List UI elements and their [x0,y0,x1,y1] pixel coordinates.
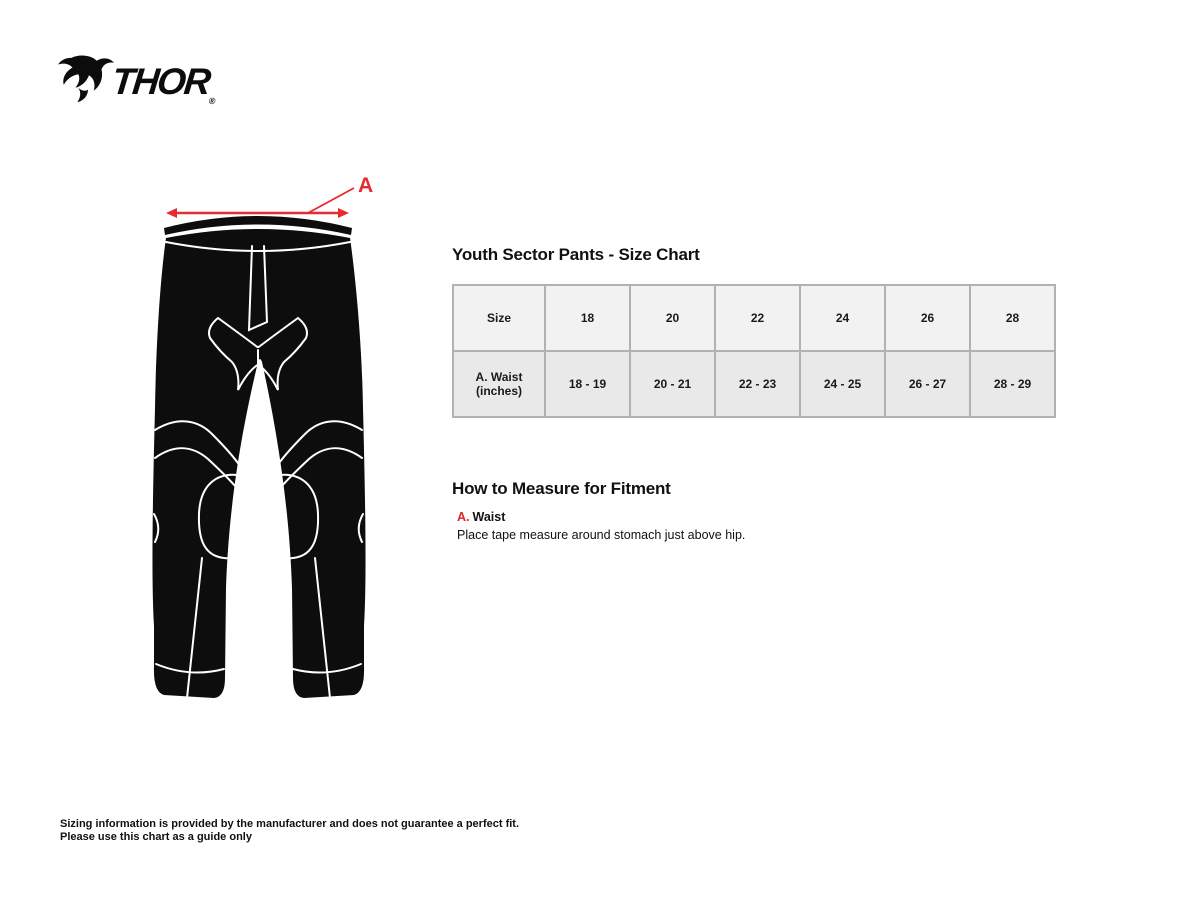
sizing-disclaimer [60,818,519,843]
how-to-measure-heading: How to Measure for Fitment [452,479,671,498]
measure-item-name: Waist [472,510,506,524]
row-label-cell: A. Waist (inches) [453,351,545,417]
header-cell: 28 [970,285,1055,351]
size-chart-table [452,284,1056,418]
value-cell: 28 - 29 [970,351,1055,417]
disclaimer-line-2: Please use this chart as a guide only [60,830,252,843]
header-cell: 26 [885,285,970,351]
measure-item-waist [457,508,1072,526]
measure-item-key: A. [457,510,470,524]
brand-wordmark: $THOR_®$ [109,61,214,106]
value-cell: 22 - 23 [715,351,800,417]
size-chart-content [452,240,1072,544]
header-cell-size: Size [453,285,545,351]
measure-item-description: Place tape measure around stomach just above hip. [457,528,746,542]
registered-mark: ® [208,96,214,106]
brand-logo [58,54,213,110]
disclaimer-line-1: Sizing information is provided by the manufacturer and does not guarantee a perfect fit. [60,818,520,830]
pants-measurement-figure [140,158,380,720]
size-chart-title: Youth Sector Pants - Size Chart [452,245,700,264]
waist-measurement-arrow [166,174,373,218]
value-cell: 20 - 21 [630,351,715,417]
how-to-measure-section [452,479,1072,544]
measurement-marker-label: A [358,174,374,197]
value-cell: 26 - 27 [885,351,970,417]
value-cell: 24 - 25 [800,351,885,417]
header-cell: 24 [800,285,885,351]
size-chart-header-row [453,285,1055,351]
header-cell: 22 [715,285,800,351]
waist-values-row [453,351,1055,417]
pants-silhouette [152,229,365,698]
thor-helmet-icon [58,54,116,110]
header-cell: 18 [545,285,630,351]
header-cell: 20 [630,285,715,351]
pants-diagram [140,158,380,720]
value-cell: 18 - 19 [545,351,630,417]
